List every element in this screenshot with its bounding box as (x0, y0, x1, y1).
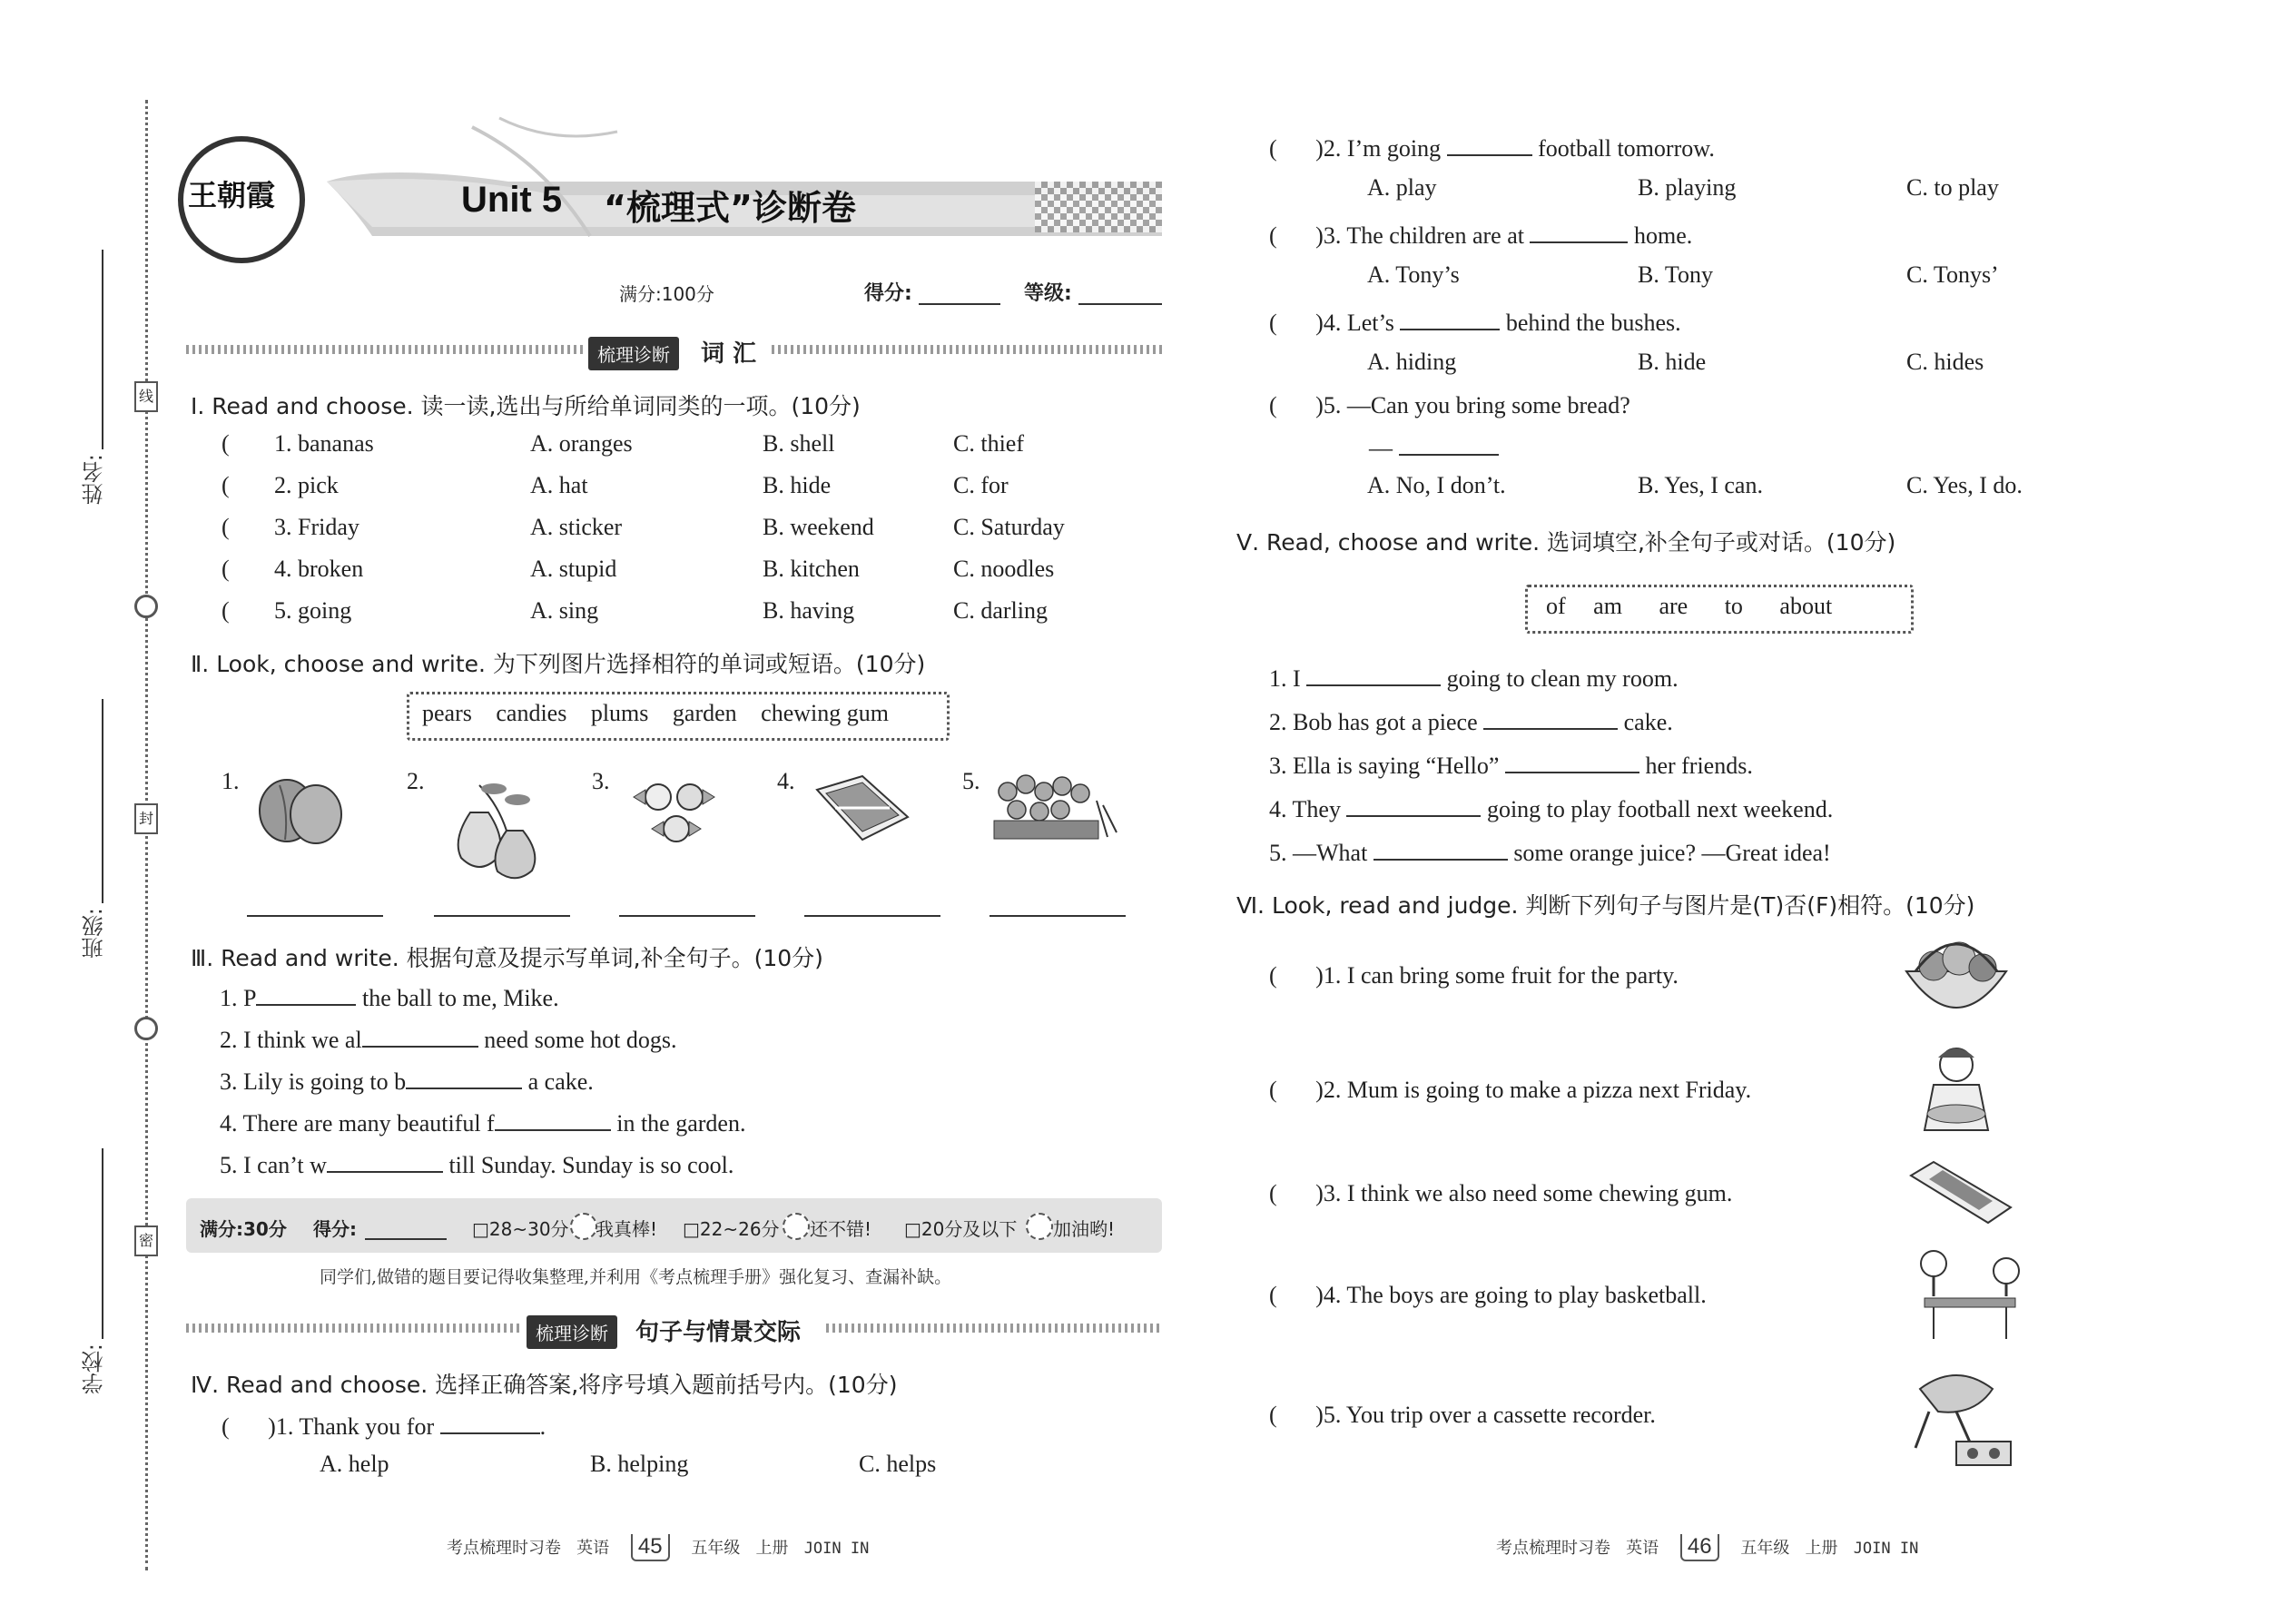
sent-badge: 梳理诊断 (527, 1315, 617, 1349)
word: of (1546, 593, 1566, 619)
pic-num-1: 1. (222, 768, 240, 794)
grade-blank[interactable] (1078, 303, 1162, 305)
word: plums (590, 700, 649, 726)
answer-paren[interactable]: ( (1269, 1282, 1277, 1308)
s3-item: 3. Lily is going to b a cake. (220, 1064, 594, 1096)
s1-item: ( 4. broken A. stupid B. kitchen C. noodles (222, 556, 1055, 582)
s4-heading: Ⅳ. Read and choose. 选择正确答案,将序号填入题前括号内。(10分) (191, 1372, 898, 1398)
pic-num-4: 4. (777, 768, 795, 794)
school-blank[interactable] (102, 1148, 103, 1339)
footer-right: 考点梳理时习卷 英语 46 五年级 上册 JOIN IN (1496, 1534, 1918, 1561)
s4-q3-option-b[interactable]: B. Tony (1638, 261, 1713, 288)
s4-q2-option-b[interactable]: B. playing (1638, 174, 1737, 201)
fill-blank[interactable] (1306, 661, 1441, 686)
s2-answer-blank-3[interactable] (619, 915, 755, 917)
s4-q5-reply: — (1369, 430, 1499, 462)
s5-item: 1. I going to clean my room. (1269, 661, 1679, 693)
logo-text: 王朝霞 (188, 178, 276, 212)
word: about (1779, 593, 1833, 619)
fill-blank[interactable] (1530, 218, 1628, 243)
scorebar-blank[interactable] (365, 1238, 447, 1240)
answer-paren[interactable]: ( (222, 556, 230, 582)
fill-blank[interactable] (1400, 305, 1500, 330)
s1-item: ( 5. going A. sing B. having C. darling (222, 597, 1048, 624)
checker-pattern (1035, 182, 1162, 232)
s4-q4-option-b[interactable]: B. hide (1638, 349, 1707, 375)
word: pears (422, 700, 472, 726)
s4-q5-option-b[interactable]: B. Yes, I can. (1638, 472, 1763, 498)
answer-paren[interactable]: ( (1269, 962, 1277, 989)
s3-heading: Ⅲ. Read and write. 根据句意及提示写单词,补全句子。(10分) (191, 945, 823, 971)
s2-wordbox (407, 692, 950, 741)
s2-answer-blank-5[interactable] (989, 915, 1126, 917)
vocab-badge: 梳理诊断 (588, 337, 679, 370)
page-number: 46 (1680, 1534, 1719, 1561)
word: are (1659, 593, 1689, 619)
fill-blank[interactable] (256, 980, 356, 1006)
vocab-rule-left (186, 345, 584, 354)
s6-item: ( )2. Mum is going to make a pizza next Friday. (1269, 1077, 1752, 1103)
s4-q2: ( )2. I’m going football tomorrow. (1269, 131, 1715, 162)
page-number: 45 (631, 1534, 670, 1561)
score-blank[interactable] (919, 303, 1000, 305)
answer-paren[interactable]: ( (222, 597, 230, 624)
comment-3: 加油哟! (1053, 1218, 1116, 1240)
s6-item: ( )5. You trip over a cassette recorder. (1269, 1402, 1656, 1428)
s2-heading: Ⅱ. Look, choose and write. 为下列图片选择相符的单词或短语。(10分) (191, 651, 926, 677)
candies-image (626, 770, 726, 861)
binding-mark-1: 线 (134, 381, 158, 412)
s6-item: ( )3. I think we also need some chewing gum. (1269, 1180, 1733, 1206)
range-1[interactable]: □28~30分 (472, 1218, 569, 1240)
title-unit: Unit 5 (461, 180, 563, 220)
s4-q4-option-a[interactable]: A. hiding (1367, 349, 1457, 375)
school-label: 学校: (82, 1343, 107, 1395)
s4-q1-option-c[interactable]: C. helps (859, 1451, 937, 1477)
sent-rule-left (186, 1324, 522, 1333)
chewing-gum-image (808, 772, 917, 853)
answer-paren[interactable]: ( (1269, 310, 1277, 336)
word: to (1724, 593, 1743, 619)
answer-paren[interactable]: ( (222, 1413, 230, 1440)
binding-mark-2: 封 (134, 803, 158, 834)
s6-heading: Ⅵ. Look, read and judge. 判断下列句子与图片是(T)否(F)相符。(10分) (1236, 892, 1975, 919)
gum-pack-image (1906, 1157, 2015, 1230)
s3-item: 5. I can’t w till Sunday. Sunday is so cool. (220, 1147, 733, 1179)
answer-paren[interactable]: ( (222, 430, 230, 457)
boys-ping-pong-image (1906, 1244, 2033, 1343)
comment-2: 还不错! (810, 1218, 872, 1240)
answer-paren[interactable]: ( (1269, 1180, 1277, 1206)
score-label: 得分: (864, 282, 912, 305)
s5-wordbox (1525, 585, 1914, 634)
binding-hole-1 (134, 595, 158, 618)
smiley-icon (570, 1213, 597, 1240)
answer-paren[interactable]: ( (1269, 222, 1277, 249)
cassette-trip-image (1902, 1362, 2020, 1471)
fill-blank[interactable] (495, 1106, 611, 1131)
s2-answer-blank-4[interactable] (804, 915, 940, 917)
s4-q1-option-b[interactable]: B. helping (590, 1451, 689, 1477)
pic-num-5: 5. (962, 768, 980, 794)
pic-num-3: 3. (592, 768, 610, 794)
s3-item: 2. I think we al need some hot dogs. (220, 1022, 677, 1054)
cheer-icon (1026, 1213, 1053, 1240)
s2-answer-blank-2[interactable] (434, 915, 570, 917)
answer-paren[interactable]: ( (1269, 135, 1277, 162)
fill-blank[interactable] (1346, 792, 1481, 817)
s4-q3: ( )3. The children are at home. (1269, 218, 1692, 250)
fill-blank[interactable] (1447, 131, 1532, 156)
s5-item: 5. —What some orange juice? —Great idea! (1269, 835, 1831, 867)
word: candies (496, 700, 567, 726)
s4-q4-option-c[interactable]: C. hides (1906, 349, 1984, 375)
face-icon (783, 1213, 810, 1240)
s4-q2-option-c[interactable]: C. to play (1906, 174, 1999, 201)
plums-image (252, 767, 352, 849)
s6-item: ( )4. The boys are going to play basketball. (1269, 1282, 1707, 1308)
sent-title: 句子与情景交际 (635, 1319, 802, 1346)
class-blank[interactable] (102, 699, 103, 903)
s4-q5-option-a[interactable]: A. No, I don’t. (1367, 472, 1506, 498)
fill-blank[interactable] (1399, 430, 1499, 456)
answer-paren[interactable]: ( (1269, 1077, 1277, 1103)
name-label: 姓名: (82, 454, 107, 506)
word: garden (672, 700, 737, 726)
mum-pizza-image (1906, 1039, 2006, 1139)
s5-item: 4. They going to play football next weekend. (1269, 792, 1833, 823)
fill-blank[interactable] (1483, 704, 1618, 730)
range-2[interactable]: □22~26分 (683, 1218, 780, 1240)
pic-num-2: 2. (407, 768, 425, 794)
range-3[interactable]: □20分及以下 (904, 1218, 1018, 1240)
pears-image (434, 767, 552, 885)
s1-item: ( 2. pick A. hat B. hide C. for (222, 472, 1009, 498)
footer-left: 考点梳理时习卷 英语 45 五年级 上册 JOIN IN (447, 1534, 869, 1561)
fill-blank[interactable] (1505, 748, 1639, 773)
title-name: “梳理式”诊断卷 (604, 188, 856, 228)
s4-q4: ( )4. Let’s behind the bushes. (1269, 305, 1681, 337)
binding-line (145, 100, 148, 1570)
answer-paren[interactable]: ( (222, 472, 230, 498)
fill-blank[interactable] (1373, 835, 1508, 861)
s2-answer-blank-1[interactable] (247, 915, 383, 917)
answer-paren[interactable]: ( (222, 514, 230, 540)
s4-q2-option-a[interactable]: A. play (1367, 174, 1437, 201)
s4-q5: ( )5. —Can you bring some bread? (1269, 392, 1630, 418)
vocab-rule-right (772, 345, 1162, 354)
word: chewing gum (761, 700, 889, 726)
scorebar-score: 得分: (313, 1218, 357, 1240)
s4-q3-option-a[interactable]: A. Tony’s (1367, 261, 1460, 288)
s3-item: 1. P the ball to me, Mike. (220, 980, 559, 1012)
fill-blank[interactable] (362, 1022, 478, 1048)
s4-q3-option-c[interactable]: C. Tonys’ (1906, 261, 1999, 288)
s1-item: ( 3. Friday A. sticker B. weekend C. Saturday (222, 514, 1065, 540)
binding-mark-3: 密 (134, 1225, 158, 1256)
grade-label: 等级: (1024, 282, 1072, 305)
answer-paren[interactable]: ( (1269, 1402, 1277, 1428)
s1-heading: Ⅰ. Read and choose. 读一读,选出与所给单词同类的一项。(10分) (191, 393, 861, 419)
fill-blank[interactable] (440, 1409, 540, 1434)
s6-item: ( )1. I can bring some fruit for the party. (1269, 962, 1679, 989)
s4-q5-option-c[interactable]: C. Yes, I do. (1906, 472, 2023, 498)
comment-1: 我真棒! (596, 1218, 658, 1240)
s5-item: 2. Bob has got a piece cake. (1269, 704, 1673, 736)
fill-blank[interactable] (327, 1147, 443, 1173)
s4-q1-option-a[interactable]: A. help (320, 1451, 389, 1477)
s5-heading: Ⅴ. Read, choose and write. 选词填空,补全句子或对话。(10分) (1236, 529, 1896, 556)
word: am (1593, 593, 1622, 619)
class-label: 班级: (82, 908, 107, 960)
s3-item: 4. There are many beautiful f in the garden. (220, 1106, 745, 1137)
answer-paren[interactable]: ( (1269, 392, 1277, 418)
fruit-basket-image (1897, 926, 2015, 1026)
vocab-title: 词 汇 (701, 340, 757, 368)
s5-item: 3. Ella is saying “Hello” her friends. (1269, 748, 1753, 780)
full-score: 满分:100分 (619, 283, 714, 305)
binding-hole-2 (134, 1017, 158, 1040)
garden-image (989, 764, 1126, 846)
name-blank[interactable] (102, 250, 103, 449)
scorebar-full: 满分:30分 (200, 1218, 287, 1240)
sent-rule-right (826, 1324, 1162, 1333)
fill-blank[interactable] (406, 1064, 522, 1089)
s1-item: ( 1. bananas A. oranges B. shell C. thief (222, 430, 1024, 457)
s4-q1: ( )1. Thank you for . (222, 1409, 546, 1441)
review-note: 同学们,做错的题目要记得收集整理,并利用《考点梳理手册》强化复习、查漏补缺。 (320, 1267, 952, 1287)
